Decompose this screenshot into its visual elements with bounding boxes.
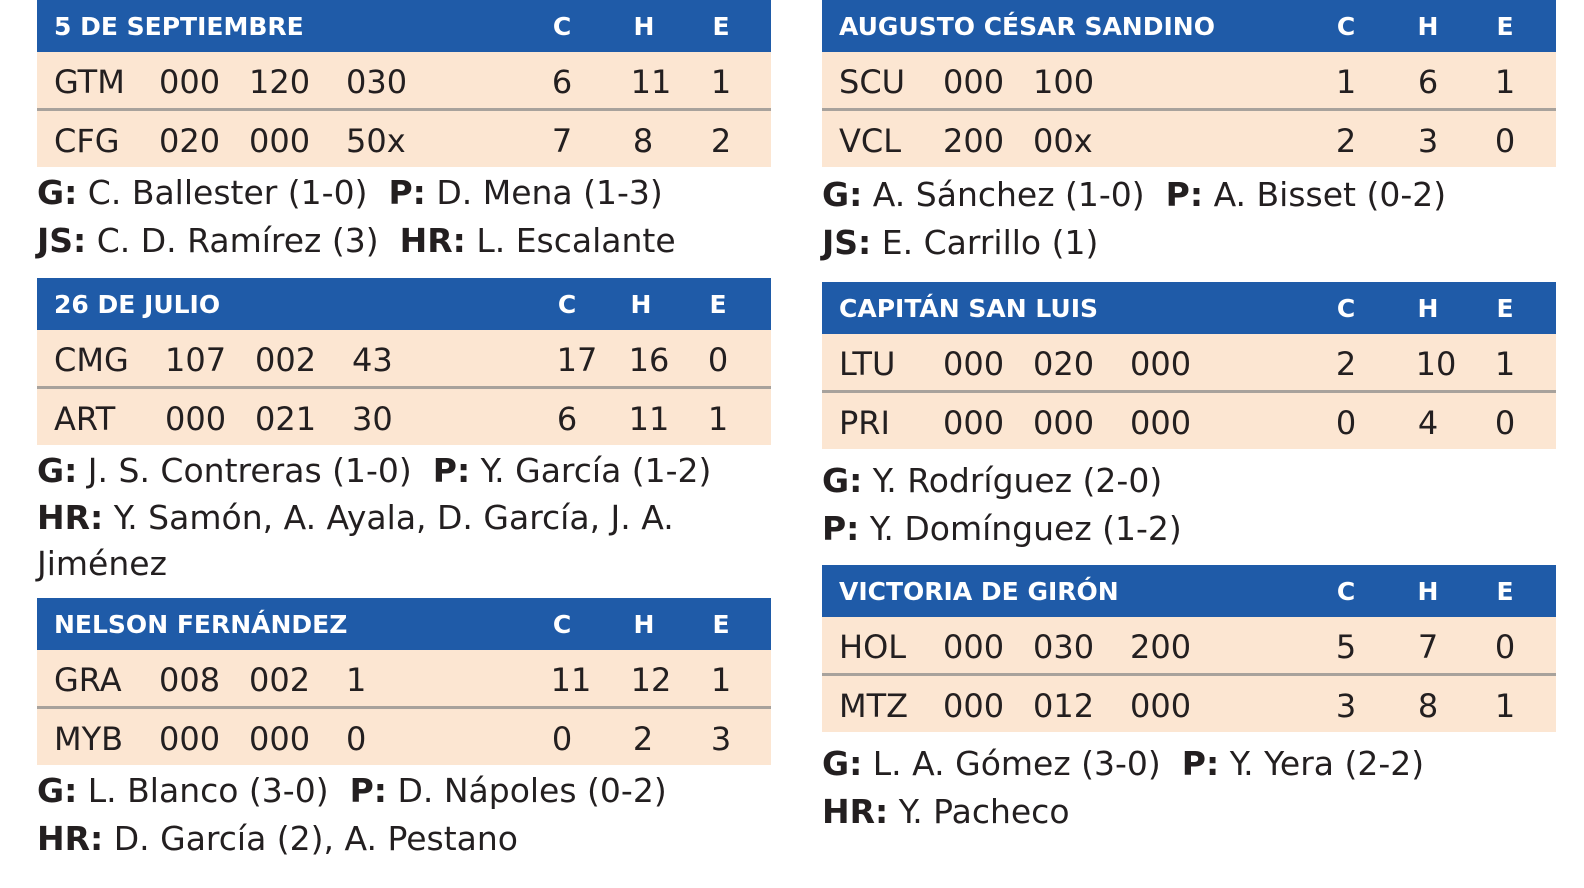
hits-value: 4 — [1417, 404, 1439, 442]
notes-line — [822, 457, 1556, 505]
stadium-name: 26 DE JULIO — [54, 290, 221, 319]
team-abbrev: VCL — [839, 122, 902, 160]
runs-label: C — [1336, 12, 1356, 41]
note-value: A. Bisset (0-2) — [1213, 175, 1447, 214]
notes-line — [37, 767, 771, 815]
hits-value: 3 — [1417, 122, 1439, 160]
stadium-name: AUGUSTO CÉSAR SANDINO — [839, 12, 1215, 41]
errors-value: 2 — [710, 122, 732, 160]
score-row — [37, 52, 771, 111]
innings-7-9: 000 — [1130, 687, 1192, 725]
errors-label: E — [1496, 577, 1514, 606]
note-key: HR: — [37, 819, 104, 858]
innings-4-6: 002 — [249, 661, 311, 699]
score-row — [822, 334, 1556, 393]
innings-1-3: 000 — [165, 400, 227, 438]
runs-value: 7 — [551, 122, 573, 160]
game-header — [37, 598, 771, 650]
innings-4-6: 00x — [1033, 122, 1093, 160]
score-row — [822, 676, 1556, 732]
team-abbrev: GTM — [54, 63, 125, 101]
score-row — [37, 111, 771, 167]
hits-value: 11 — [628, 400, 670, 438]
innings-1-3: 000 — [943, 63, 1005, 101]
game-notes — [37, 767, 771, 863]
team-abbrev: MYB — [54, 720, 124, 758]
runs-label: C — [557, 290, 577, 319]
note-key: G: — [822, 744, 863, 783]
score-row — [37, 389, 771, 445]
game-notes — [822, 457, 1556, 553]
note-value: D. Nápoles (0-2) — [397, 771, 667, 810]
innings-7-9: 43 — [352, 341, 393, 379]
notes-line — [37, 815, 771, 863]
hits-value: 8 — [632, 122, 654, 160]
runs-value: 0 — [551, 720, 573, 758]
score-row — [822, 393, 1556, 449]
runs-value: 17 — [556, 341, 598, 379]
note-key: P: — [349, 771, 387, 810]
team-abbrev: SCU — [839, 63, 906, 101]
note-key: P: — [388, 173, 426, 212]
innings-7-9: 000 — [1130, 404, 1192, 442]
note-value: D. Mena (1-3) — [436, 173, 663, 212]
note-value: C. D. Ramírez (3) — [96, 221, 379, 260]
hits-label: H — [633, 12, 655, 41]
notes-line — [37, 169, 771, 217]
game-header — [822, 0, 1556, 52]
stadium-name: NELSON FERNÁNDEZ — [54, 610, 348, 639]
innings-4-6: 120 — [249, 63, 311, 101]
note-value: A. Sánchez (1-0) — [872, 175, 1145, 214]
errors-label: E — [712, 610, 730, 639]
game-notes — [37, 169, 771, 265]
runs-label: C — [552, 12, 572, 41]
runs-value: 6 — [556, 400, 578, 438]
note-key: JS: — [822, 223, 872, 262]
stadium-name: 5 DE SEPTIEMBRE — [54, 12, 304, 41]
innings-4-6: 021 — [255, 400, 317, 438]
team-abbrev: GRA — [54, 661, 122, 699]
errors-value: 1 — [1494, 687, 1516, 725]
runs-value: 0 — [1335, 404, 1357, 442]
game-notes — [822, 171, 1556, 267]
innings-7-9: 1 — [346, 661, 367, 699]
note-key: HR: — [37, 498, 104, 537]
game-victoria-de-giron — [822, 565, 1556, 836]
runs-value: 1 — [1335, 63, 1357, 101]
innings-4-6: 030 — [1033, 628, 1095, 666]
score-row — [822, 52, 1556, 111]
note-key: G: — [37, 771, 78, 810]
game-augusto-cesar-sandino — [822, 0, 1556, 267]
hits-label: H — [633, 610, 655, 639]
hits-value: 2 — [632, 720, 654, 758]
innings-4-6: 002 — [255, 341, 317, 379]
game-header — [37, 278, 771, 330]
hits-label: H — [1417, 294, 1439, 323]
errors-value: 0 — [1494, 404, 1516, 442]
note-value: Y. Samón, A. Ayala, D. García, J. A. Jiménez — [37, 498, 674, 583]
innings-1-3: 200 — [943, 122, 1005, 160]
runs-value: 11 — [550, 661, 592, 699]
errors-value: 3 — [710, 720, 732, 758]
game-header — [822, 565, 1556, 617]
score-row — [822, 617, 1556, 676]
innings-4-6: 100 — [1033, 63, 1095, 101]
errors-value: 1 — [710, 63, 732, 101]
team-abbrev: ART — [54, 400, 116, 438]
note-value: L. Blanco (3-0) — [87, 771, 329, 810]
note-key: HR: — [399, 221, 466, 260]
runs-value: 2 — [1335, 345, 1357, 383]
game-header — [822, 282, 1556, 334]
innings-1-3: 107 — [165, 341, 227, 379]
note-value: Y. Domínguez (1-2) — [869, 509, 1182, 548]
game-5-de-septiembre — [37, 0, 771, 265]
team-abbrev: CMG — [54, 341, 129, 379]
notes-line — [822, 219, 1556, 267]
errors-value: 1 — [710, 661, 732, 699]
score-row — [37, 650, 771, 709]
team-abbrev: MTZ — [839, 687, 909, 725]
hits-label: H — [1417, 12, 1439, 41]
innings-4-6: 020 — [1033, 345, 1095, 383]
runs-label: C — [1336, 577, 1356, 606]
team-abbrev: CFG — [54, 122, 120, 160]
innings-1-3: 000 — [943, 628, 1005, 666]
game-notes — [37, 447, 771, 587]
note-value: Y. Rodríguez (2-0) — [872, 461, 1163, 500]
innings-1-3: 000 — [159, 63, 221, 101]
note-key: HR: — [822, 792, 889, 831]
game-header — [37, 0, 771, 52]
note-key: P: — [1165, 175, 1204, 214]
score-row — [37, 709, 771, 765]
innings-1-3: 000 — [943, 345, 1005, 383]
innings-7-9: 200 — [1130, 628, 1192, 666]
runs-value: 6 — [551, 63, 573, 101]
innings-7-9: 50x — [346, 122, 406, 160]
innings-4-6: 012 — [1033, 687, 1095, 725]
team-abbrev: PRI — [839, 404, 890, 442]
stadium-name: VICTORIA DE GIRÓN — [839, 577, 1119, 606]
note-value: L. A. Gómez (3-0) — [872, 744, 1161, 783]
hits-value: 7 — [1417, 628, 1439, 666]
note-key: G: — [37, 173, 78, 212]
note-value: Y. Pacheco — [898, 792, 1070, 831]
note-key: G: — [37, 451, 78, 490]
innings-7-9: 030 — [346, 63, 408, 101]
notes-line — [822, 740, 1556, 788]
innings-1-3: 020 — [159, 122, 221, 160]
hits-value: 16 — [628, 341, 670, 379]
innings-1-3: 000 — [943, 687, 1005, 725]
notes-line — [822, 505, 1556, 553]
innings-1-3: 008 — [159, 661, 221, 699]
note-key: JS: — [37, 221, 87, 260]
innings-7-9: 0 — [346, 720, 367, 758]
hits-value: 12 — [630, 661, 672, 699]
note-value: J. S. Contreras (1-0) — [87, 451, 412, 490]
errors-label: E — [709, 290, 727, 319]
hits-label: H — [630, 290, 652, 319]
runs-label: C — [1336, 294, 1356, 323]
note-value: Y. García (1-2) — [480, 451, 712, 490]
errors-value: 1 — [1494, 345, 1516, 383]
note-key: P: — [432, 451, 471, 490]
note-key: G: — [822, 461, 863, 500]
innings-7-9: 30 — [352, 400, 393, 438]
note-value: L. Escalante — [476, 221, 676, 260]
score-row — [822, 111, 1556, 167]
notes-line — [37, 217, 771, 265]
game-capitan-san-luis — [822, 282, 1556, 553]
innings-1-3: 000 — [159, 720, 221, 758]
note-key: P: — [1181, 744, 1220, 783]
note-value: C. Ballester (1-0) — [87, 173, 368, 212]
innings-7-9: 000 — [1130, 345, 1192, 383]
innings-4-6: 000 — [1033, 404, 1095, 442]
team-abbrev: HOL — [839, 628, 907, 666]
notes-line — [822, 171, 1556, 219]
hits-value: 11 — [630, 63, 672, 101]
runs-value: 2 — [1335, 122, 1357, 160]
errors-label: E — [1496, 12, 1514, 41]
hits-value: 10 — [1415, 345, 1457, 383]
runs-label: C — [552, 610, 572, 639]
innings-4-6: 000 — [249, 122, 311, 160]
errors-label: E — [712, 12, 730, 41]
runs-value: 5 — [1335, 628, 1357, 666]
notes-line — [37, 447, 771, 495]
errors-value: 0 — [1494, 628, 1516, 666]
notes-line — [37, 495, 717, 587]
errors-value: 0 — [1494, 122, 1516, 160]
note-value: E. Carrillo (1) — [881, 223, 1099, 262]
note-value: D. García (2), A. Pestano — [113, 819, 518, 858]
innings-4-6: 000 — [249, 720, 311, 758]
game-nelson-fernandez — [37, 598, 771, 863]
game-26-de-julio — [37, 278, 771, 587]
team-abbrev: LTU — [839, 345, 896, 383]
errors-value: 0 — [707, 341, 729, 379]
note-value: Y. Yera (2-2) — [1229, 744, 1425, 783]
notes-line — [822, 788, 1556, 836]
runs-value: 3 — [1335, 687, 1357, 725]
hits-value: 8 — [1417, 687, 1439, 725]
errors-value: 1 — [707, 400, 729, 438]
note-key: G: — [822, 175, 863, 214]
errors-label: E — [1496, 294, 1514, 323]
errors-value: 1 — [1494, 63, 1516, 101]
stadium-name: CAPITÁN SAN LUIS — [839, 294, 1099, 323]
innings-1-3: 000 — [943, 404, 1005, 442]
game-notes — [822, 740, 1556, 836]
score-row — [37, 330, 771, 389]
hits-value: 6 — [1417, 63, 1439, 101]
hits-label: H — [1417, 577, 1439, 606]
note-key: P: — [822, 509, 860, 548]
